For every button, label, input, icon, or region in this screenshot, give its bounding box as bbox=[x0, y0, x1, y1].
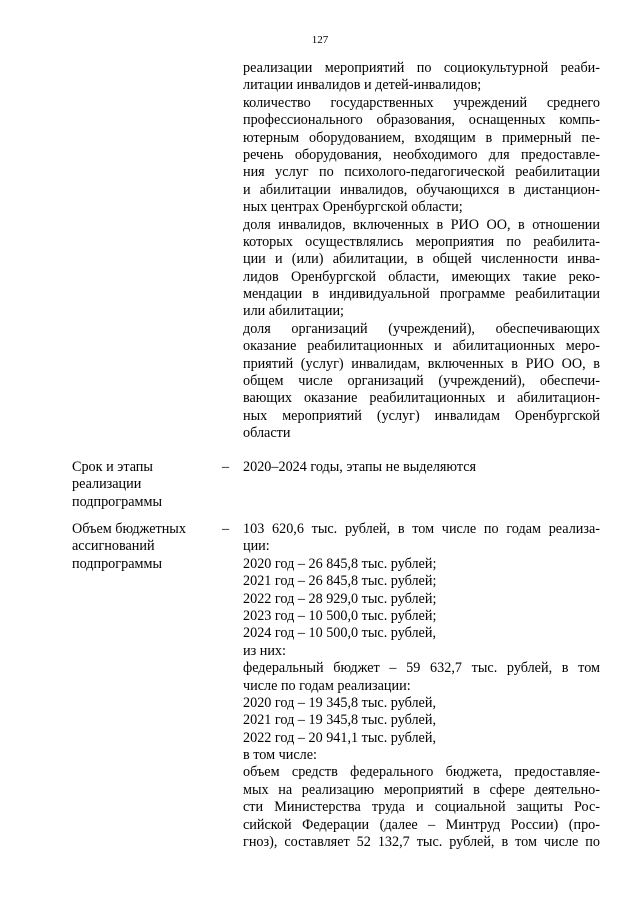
continuation-text-block bbox=[243, 60, 600, 443]
text-line: или абилитации; bbox=[243, 303, 344, 320]
value-line: 2022 год – 20 941,1 тыс. рублей, bbox=[243, 729, 436, 746]
value-line: 2020 год – 19 345,8 тыс. рублей, bbox=[243, 694, 436, 711]
value-line: объем средств федерального бюджета, предоставляе- bbox=[243, 764, 600, 781]
value-line: 2021 год – 26 845,8 тыс. рублей; bbox=[243, 573, 437, 590]
label-line: Срок и этапы bbox=[72, 459, 153, 475]
text-line: которых осуществлялись мероприятия по реабилита- bbox=[243, 233, 600, 250]
budget-dash: – bbox=[222, 521, 230, 537]
text-line: ютерным оборудованием, входящим в примерный пе- bbox=[243, 129, 600, 146]
text-line: приятий (услуг) инвалидам, включенных в РИО ОО, в bbox=[243, 355, 600, 372]
term-value bbox=[243, 459, 600, 476]
label-line: Объем бюджетных bbox=[72, 521, 186, 537]
text-line: литации инвалидов и детей-инвалидов; bbox=[243, 77, 482, 94]
text-line: общем числе организаций (учреждений), обеспечи- bbox=[243, 373, 600, 390]
value-line: сийской Федерации (далее – Минтруд России) (про- bbox=[243, 816, 600, 833]
text-line: ных мероприятий (услуг) инвалидам Оренбургской bbox=[243, 407, 600, 424]
label-line: ассигнований bbox=[72, 538, 155, 555]
value-line: 2023 год – 10 500,0 тыс. рублей; bbox=[243, 607, 437, 624]
text-line: ния услуг по психолого-педагогической реабилитации bbox=[243, 164, 600, 181]
text-line: вающих оказание реабилитационных и абилитацион- bbox=[243, 390, 600, 407]
value-line: гноз), составляет 52 132,7 тыс. рублей, в том числе по bbox=[243, 834, 600, 851]
label-line: подпрограммы bbox=[72, 493, 162, 510]
text-line: профессионального образования, оснащенных компь- bbox=[243, 112, 600, 129]
value-line: в том числе: bbox=[243, 747, 317, 764]
value-line: 103 620,6 тыс. рублей, в том числе по годам реализа- bbox=[243, 521, 600, 537]
text-line: доля инвалидов, включенных в РИО ОО, в отношении bbox=[243, 216, 600, 233]
value-line: ции: bbox=[243, 538, 270, 555]
label-line: подпрограммы bbox=[72, 555, 162, 572]
text-line: речень оборудования, необходимого для предоставле- bbox=[243, 146, 600, 163]
value-line: федеральный бюджет – 59 632,7 тыс. рублей, в том bbox=[243, 660, 600, 677]
value-line: 2024 год – 10 500,0 тыс. рублей, bbox=[243, 625, 436, 642]
value-line: из них: bbox=[243, 642, 286, 659]
text-line: реализации мероприятий по социокультурной реаби- bbox=[243, 60, 600, 76]
text-line: области bbox=[243, 425, 291, 442]
text-line: лидов Оренбургской области, имеющих такие реко- bbox=[243, 268, 600, 285]
label-line: реализации bbox=[72, 476, 142, 493]
text-line: доля организаций (учреждений), обеспечивающих bbox=[243, 320, 600, 337]
text-line: оказание реабилитационных и абилитационных меро- bbox=[243, 338, 600, 355]
text-line: ных центрах Оренбургской области; bbox=[243, 199, 463, 216]
value-line: мых на реализацию мероприятий в сфере деятельно- bbox=[243, 781, 600, 798]
term-label bbox=[72, 459, 222, 511]
term-dash: – bbox=[222, 459, 230, 475]
value-line: сти Министерства труда и социальной защиты Рос- bbox=[243, 799, 600, 816]
text-line: количество государственных учреждений среднего bbox=[243, 94, 600, 111]
value-line: 2022 год – 28 929,0 тыс. рублей; bbox=[243, 590, 437, 607]
value-line: числе по годам реализации: bbox=[243, 677, 411, 694]
value-line: 2020–2024 годы, этапы не выделяются bbox=[243, 459, 477, 475]
text-line: ции и (или) абилитации, в общей численности инва- bbox=[243, 251, 600, 268]
value-line: 2021 год – 19 345,8 тыс. рублей, bbox=[243, 712, 436, 729]
text-line: мендации в индивидуальной программе реабилитации bbox=[243, 286, 600, 303]
page-number: 127 bbox=[311, 34, 329, 46]
value-line: 2020 год – 26 845,8 тыс. рублей; bbox=[243, 555, 437, 572]
budget-value bbox=[243, 521, 600, 851]
text-line: и абилитации инвалидов, обучающихся в дистанцион- bbox=[243, 181, 600, 198]
budget-label bbox=[72, 521, 222, 573]
